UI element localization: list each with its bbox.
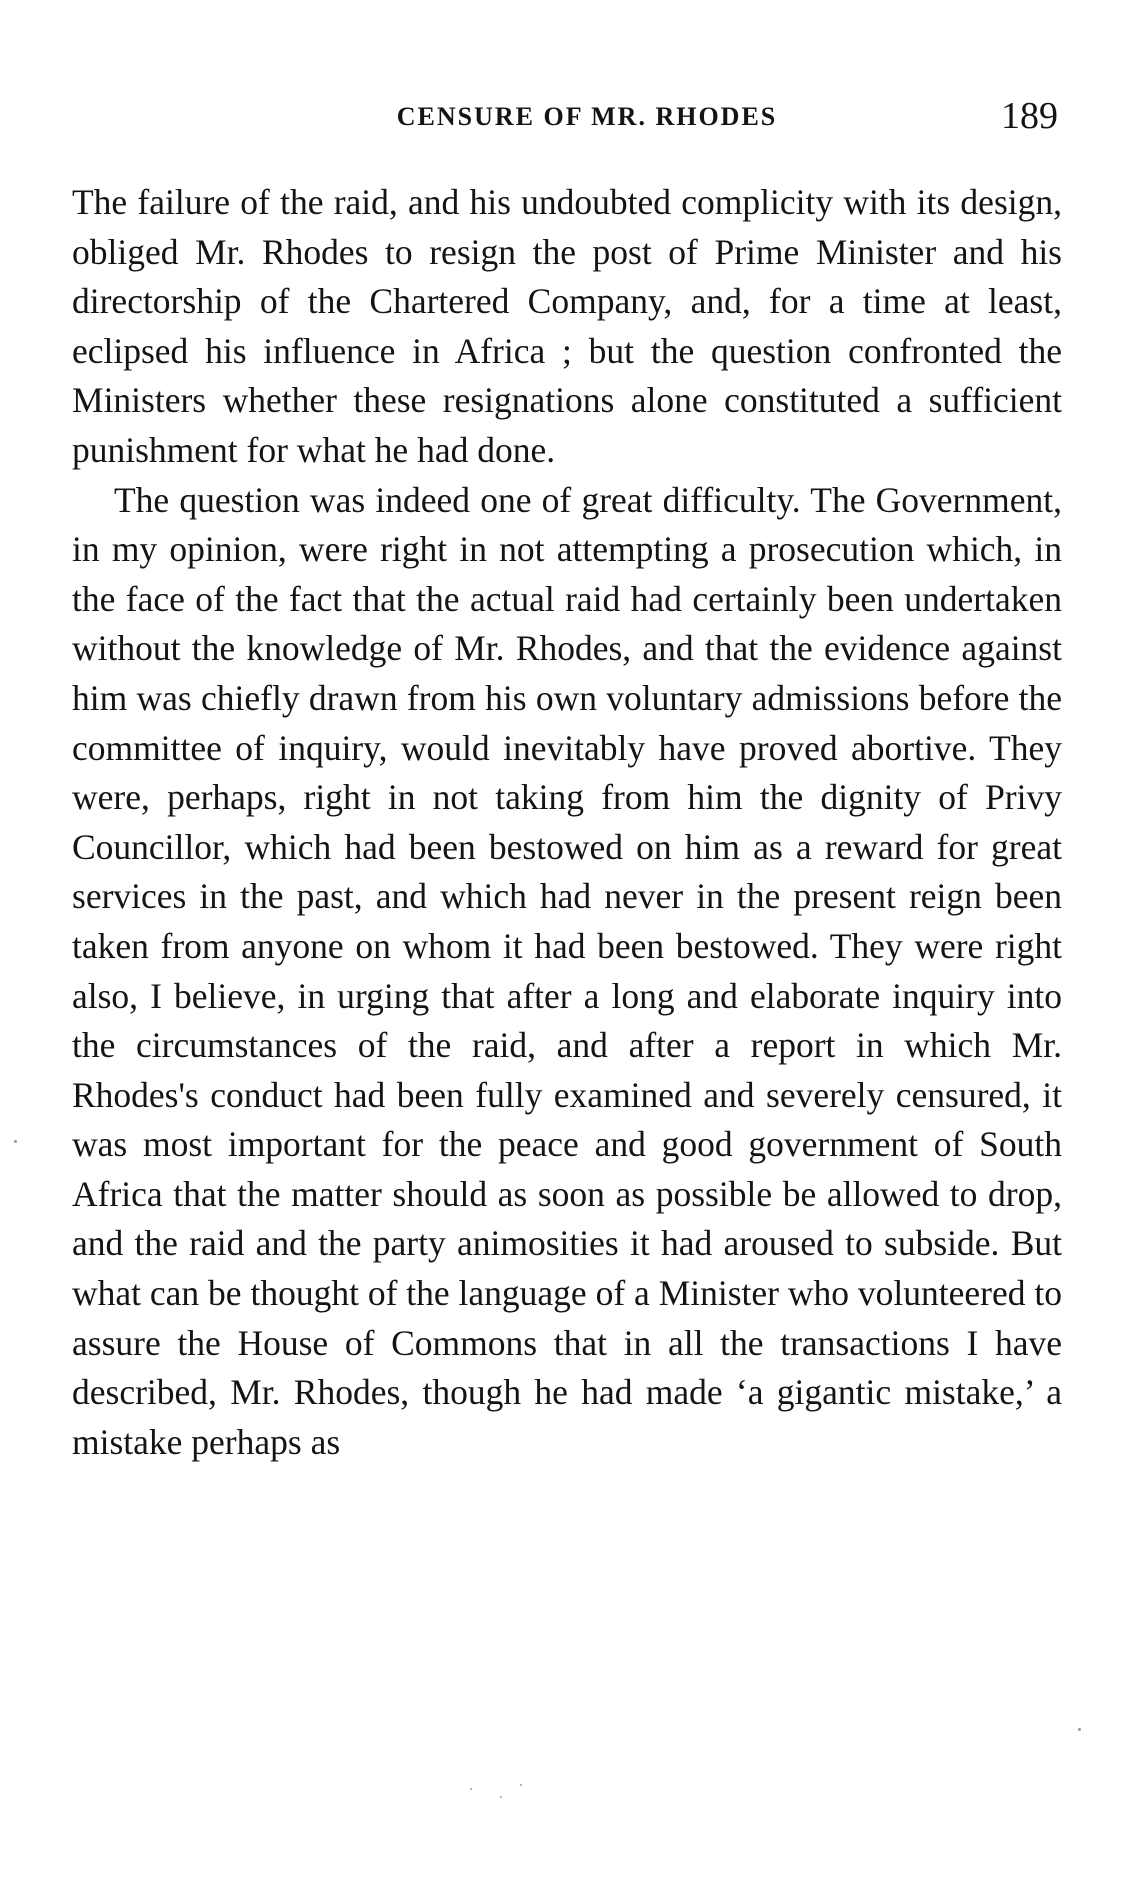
scan-speck: [14, 1140, 17, 1143]
running-title: CENSURE OF MR. RHODES: [396, 102, 778, 131]
scan-speck: [520, 1784, 522, 1786]
paragraph-1: The failure of the raid, and his undoubted complicity with its design, obliged Mr. Rhodes to resign the post of Prime Minister and his directorship of the Chartered Company, and, for a time at least, eclipsed his influence in Africa ; but the question confronted the Ministers whether these resignations alone constituted a sufficient punishment for what he had done.: [72, 182, 1062, 470]
scan-speck: [500, 1796, 502, 1798]
body-text: [72, 178, 1062, 1467]
scan-speck: [470, 1788, 472, 1790]
page-header: [72, 90, 1062, 150]
page-number: 189: [1001, 95, 1058, 137]
scan-speck: [1078, 1728, 1081, 1731]
paragraph-2: The question was indeed one of great difficulty. The Government, in my opinion, were right in not attempting a prosecution which, in the face of the fact that the actual raid had certainly been undertaken without the knowledge of Mr. Rhodes, and that the evidence against him was chiefly drawn from his own voluntary admissions before the committee of inquiry, would inevitably have proved abortive. They were, perhaps, right in not taking from him the dignity of Privy Councillor, which had been bestowed on him as a reward for great services in the past, and which had never in the present reign been taken from anyone on whom it had been bestowed. They were right also, I believe, in urging that after a long and elaborate inquiry into the circumstances of the raid, and after a report in which Mr. Rhodes's conduct had been fully examined and severely censured, it was most important for the peace and good government of South Africa that the matter should as soon as possible be allowed to drop, and the raid and the party animosities it had aroused to subside. But what can be thought of the language of a Minister who volunteered to assure the House of Commons that in all the transactions I have described, Mr. Rhodes, though he had made ‘a gigantic mistake,’ a mistake perhaps as: [72, 479, 1062, 1462]
